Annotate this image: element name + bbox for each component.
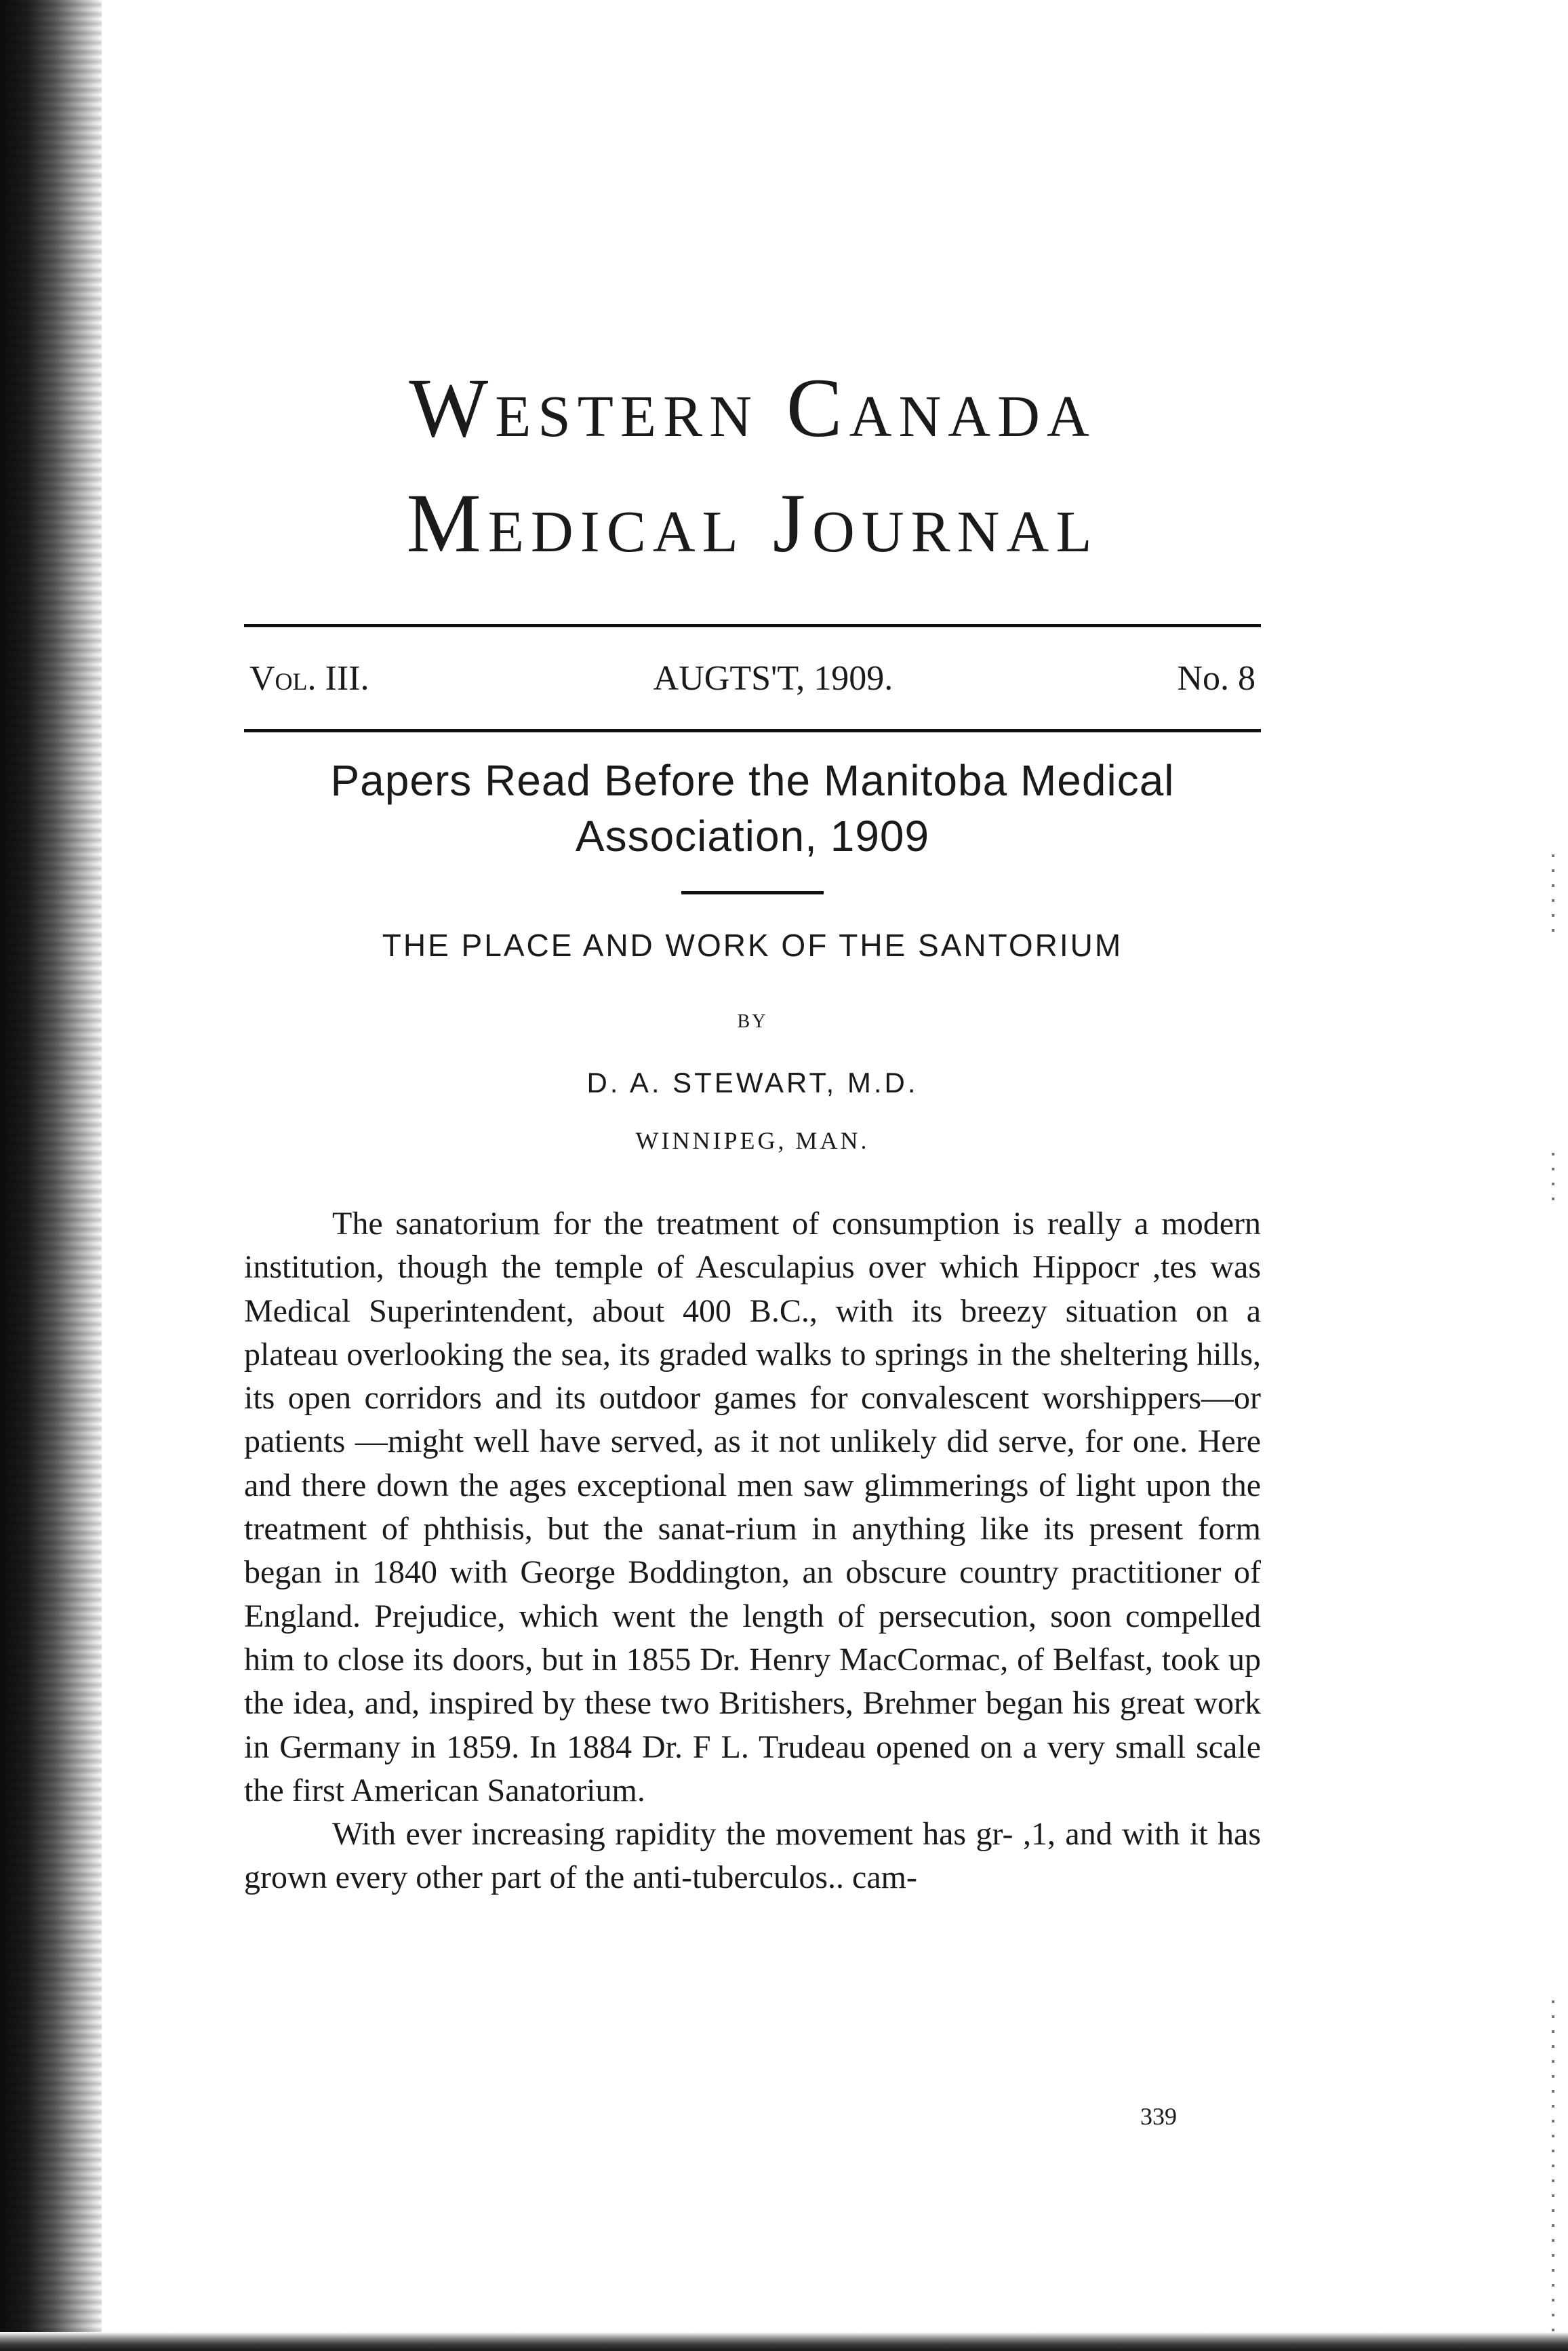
binding-shadow xyxy=(0,0,102,2351)
masthead-rule-bottom xyxy=(244,729,1261,732)
issue-bar xyxy=(244,627,1261,729)
masthead-line-1: Western Canada xyxy=(409,361,1096,454)
masthead-line-2: Medical Journal xyxy=(406,477,1099,570)
issue-date: AUGTS'T, 1909. xyxy=(653,658,893,698)
body-paragraph: With ever increasing rapidity the movement has gr- ,1, and with it has grown every other part of the anti-tuberculos.. cam- xyxy=(244,1816,1261,1896)
scan-speck xyxy=(1552,2000,1554,2339)
section-divider xyxy=(681,891,824,894)
issue-number: No. 8 xyxy=(1177,658,1255,698)
scan-speck xyxy=(1552,1153,1554,1207)
article-title: THE PLACE AND WORK OF THE SANTORIUM xyxy=(382,928,1123,963)
scan-speck xyxy=(1552,854,1554,936)
journal-page xyxy=(244,361,1261,1900)
byline-by: BY xyxy=(737,1011,768,1032)
volume-label: Vol. III. xyxy=(249,658,369,698)
author-location: WINNIPEG, MAN. xyxy=(635,1127,870,1154)
article-author: D. A. STEWART, M.D. xyxy=(586,1067,919,1099)
journal-masthead xyxy=(244,361,1261,597)
section-heading: Papers Read Before the Manitoba Medical Association, 1909 xyxy=(330,756,1175,861)
body-paragraph: The sanatorium for the treatment of consumption is really a modern institution, though the temple of Aesculapius over which Hippocr ,tes was Medical Superintendent, about 400 B.C., with its breezy situation on a plateau overlooking the sea, its graded walks to springs in the sheltering hills, its open corridors and its outdoor games for convalescent worshippers—or patients —might well have served, as it not unlikely did serve, for one. Here and there down the ages exceptional men saw glimmerings of light upon the treatment of phthisis, but the sanat-rium in anything like its present form began in 1840 with George Boddington, an obscure country practitioner of England. Prejudice, which went the length of persecution, soon compelled him to close its doors, but in 1855 Dr. Henry MacCormac, of Belfast, took up the idea, and, inspired by these two Britishers, Brehmer began his great work in Germany in 1859. In 1884 Dr. F L. Trudeau opened on a very small scale the first American Sanatorium. xyxy=(244,1206,1261,1809)
article-body xyxy=(244,1202,1261,1900)
bottom-scan-edge xyxy=(0,2332,1568,2351)
page-number: 339 xyxy=(1140,2103,1177,2130)
